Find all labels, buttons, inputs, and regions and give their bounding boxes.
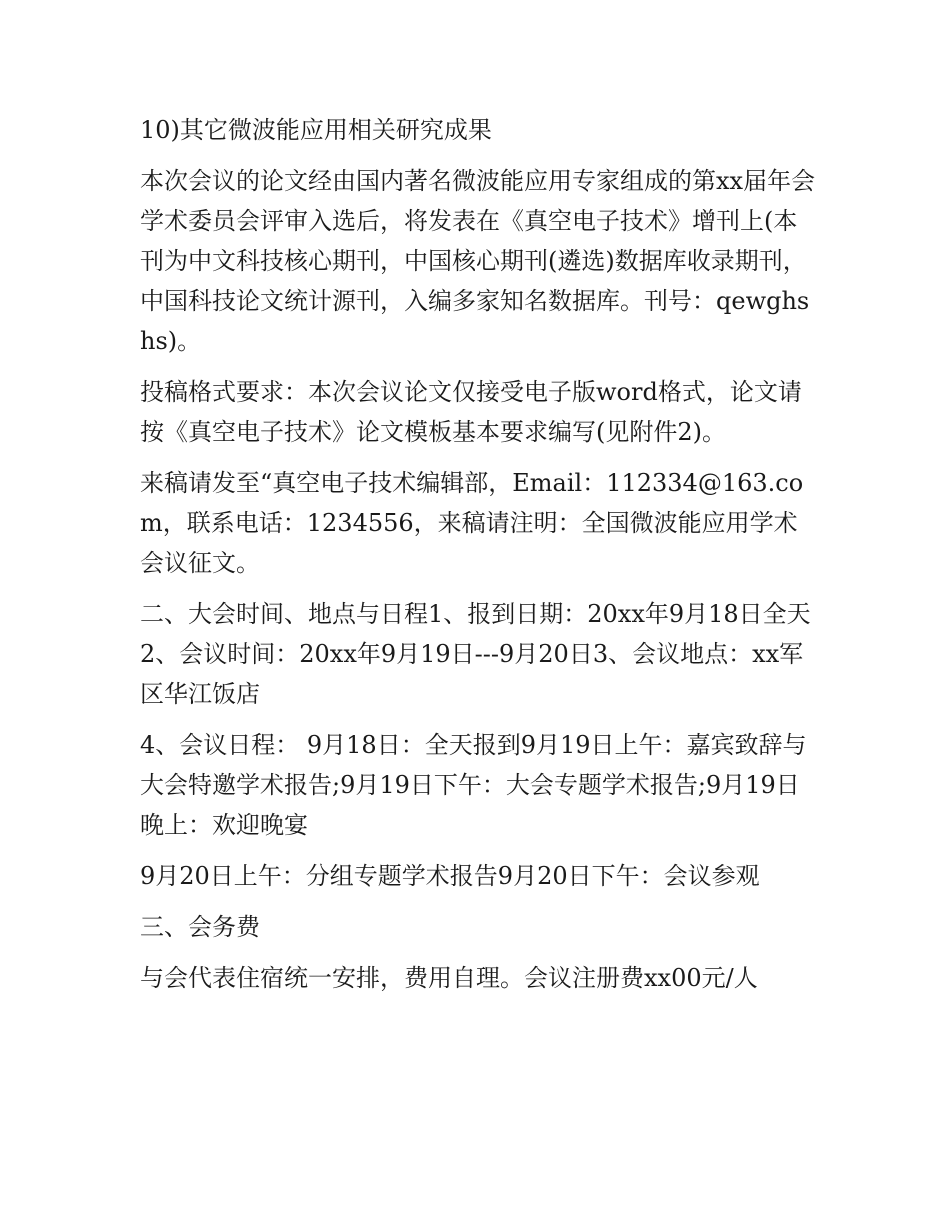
- paragraph-conference-time-place: 二、大会时间、地点与日程1、报到日期：20xx年9月18日全天2、会议时间：20xx年9月19日---9月20日3、会议地点：xx军区华江饭店: [140, 600, 811, 708]
- paragraph-fees: 与会代表住宿统一安排，费用自理。会议注册费xx00元/人: [140, 964, 758, 992]
- paragraph-schedule-day-two: 9月20日上午：分组专题学术报告9月20日下午：会议参观: [140, 862, 760, 890]
- paragraph-conference-schedule: 4、会议日程： 9月18日：全天报到9月19日上午：嘉宾致辞与大会特邀学术报告;9月19日下午：大会专题学术报告;9月19日晚上：欢迎晚宴: [140, 731, 807, 839]
- paragraph-submission-contact: 来稿请发至“真空电子技术编辑部，Email：112334@163.com，联系电话：1234556，来稿请注明：全国微波能应用学术会议征文。: [140, 469, 804, 577]
- paragraph-publication-info: 本次会议的论文经由国内著名微波能应用专家组成的第xx届年会学术委员会评审入选后，将发表在《真空电子技术》增刊上(本刊为中文科技核心期刊，中国核心期刊(遴选)数据库收录期刊，中国科技论文统计源刊，入编多家知名数据库。刊号：qewghshs)。: [140, 167, 816, 355]
- document-body: [140, 110, 820, 1009]
- section-heading-fees: 三、会务费: [140, 913, 260, 941]
- paragraph-research-results: 10)其它微波能应用相关研究成果: [140, 116, 492, 144]
- paragraph-submission-format: 投稿格式要求：本次会议论文仅接受电子版word格式，论文请按《真空电子技术》论文模板基本要求编写(见附件2)。: [140, 378, 802, 446]
